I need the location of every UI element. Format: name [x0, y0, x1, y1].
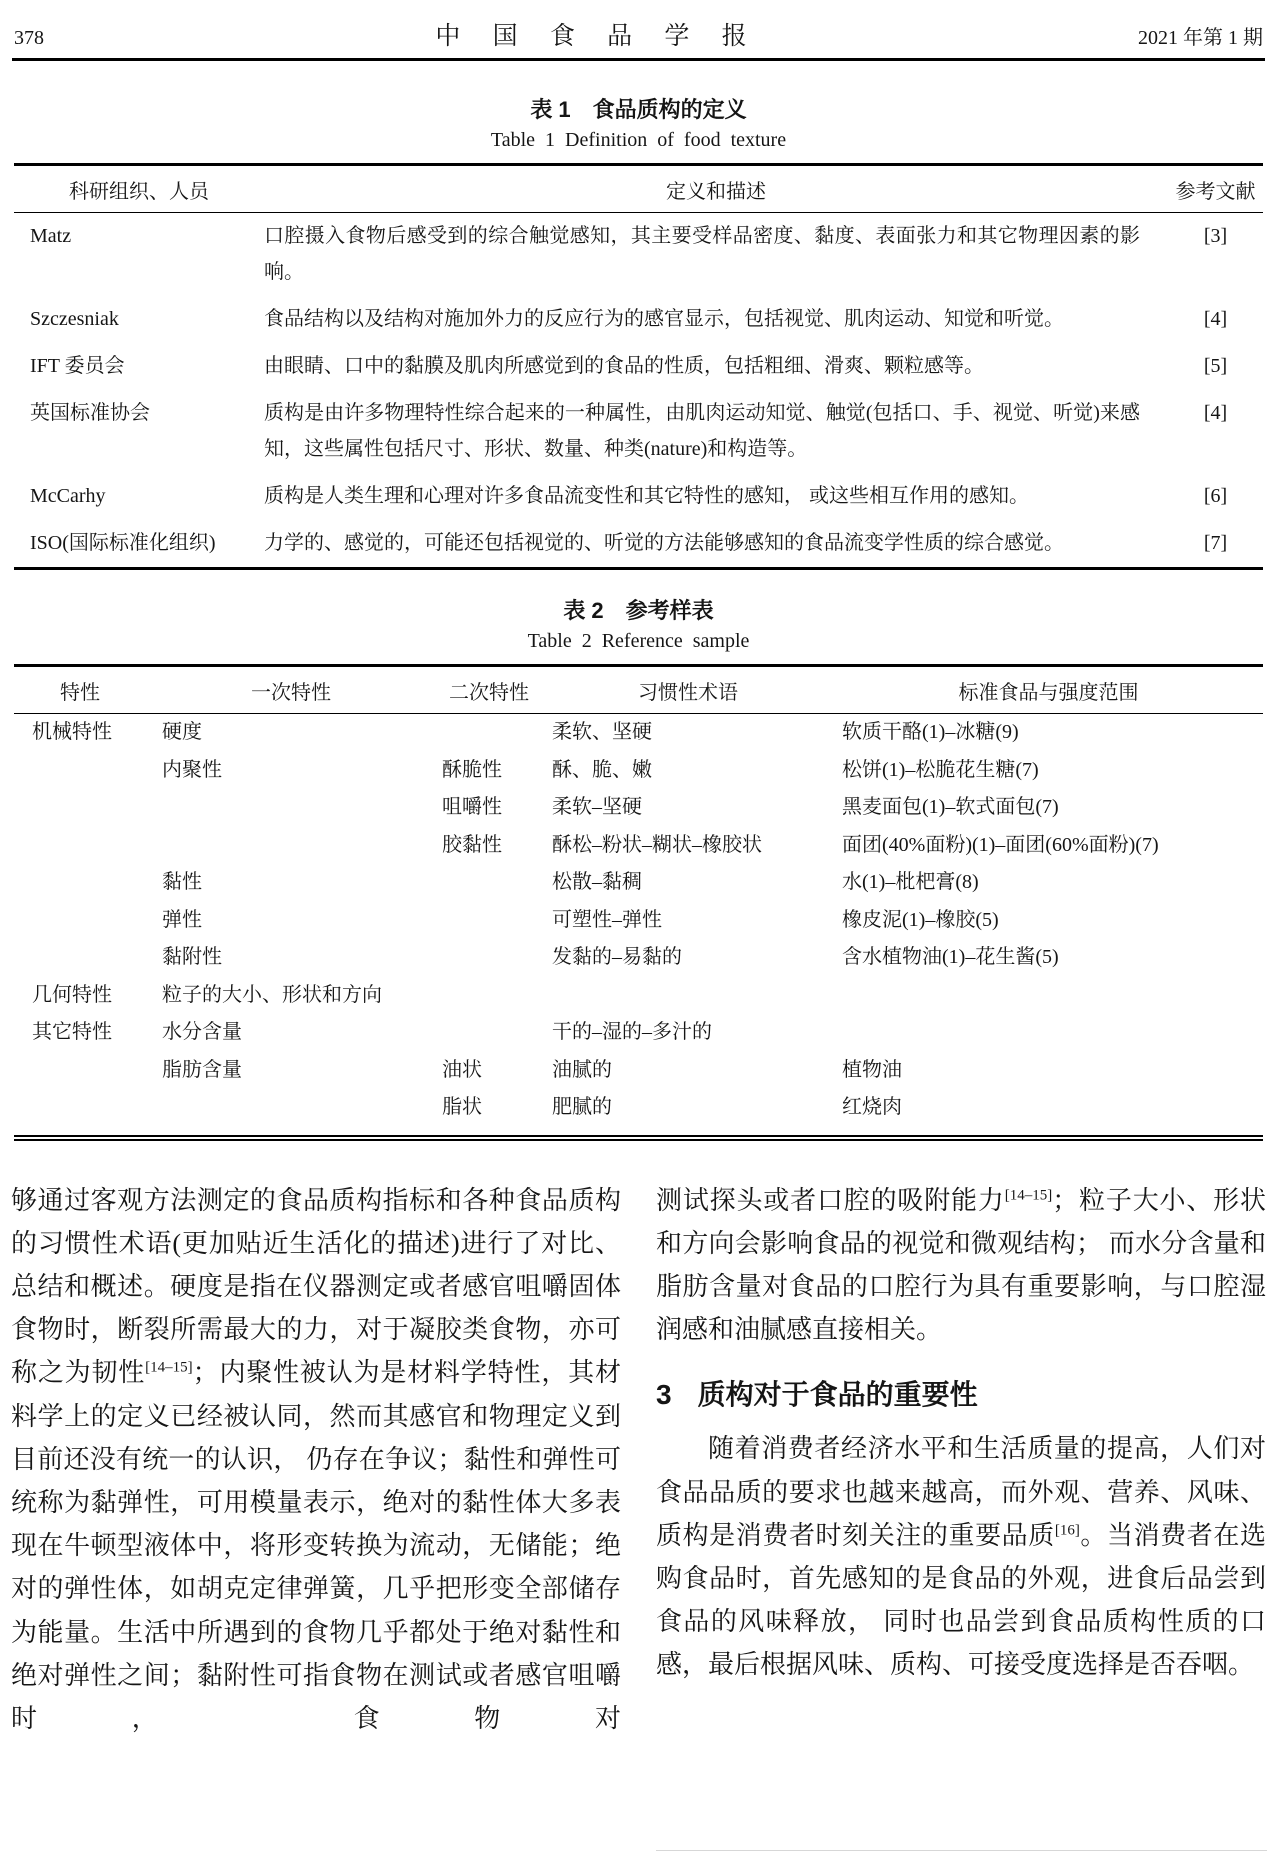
table-row	[14, 1052, 1263, 1090]
table2-cell	[436, 939, 542, 977]
table2-cell	[436, 977, 542, 1015]
section-title: 质构对于食品的重要性	[697, 1379, 978, 1411]
page-number: 378	[14, 27, 44, 49]
table2-cell	[436, 902, 542, 940]
table2	[14, 664, 1263, 1141]
body-text	[11, 1179, 1266, 1741]
journal-title: 中 国 食 品 学 报	[435, 23, 760, 50]
table2-cell: 脂肪含量	[162, 1058, 242, 1081]
table2-cell	[14, 939, 146, 977]
table2-col-header-secondary: 二次特性	[449, 682, 529, 704]
table1-ref-cell: [5]	[1203, 355, 1228, 377]
table1-org-cell: ISO(国际标准化组织)	[30, 532, 216, 554]
table1-ref-cell: [4]	[1203, 402, 1228, 424]
table1-org-cell: IFT 委员会	[30, 355, 125, 377]
table2-cell	[14, 864, 146, 902]
table2-cell: 柔软–坚硬	[552, 796, 642, 818]
table2-cell: 黑麦面包(1)–软式面包(7)	[842, 796, 1059, 818]
table1-definition-cell: 由眼睛、口中的黏膜及肌肉所感觉到的食品的性质，包括粗细、滑爽、颗粒感等。	[264, 355, 984, 377]
table2-cell: 酥、脆、嫩	[552, 758, 652, 781]
table2-cell: 干的–湿的–多汁的	[552, 1021, 712, 1043]
table2-cell: 内聚性	[162, 758, 222, 781]
table2-cell: 水分含量	[162, 1021, 242, 1043]
table2-cell: 粒子的大小、形状和方向	[162, 983, 382, 1006]
table1-definition-cell: 食品结构以及结构对施加外力的反应行为的感官显示，包括视觉、肌肉运动、知觉和听觉。	[264, 308, 1064, 330]
table2-cell: 黏附性	[162, 946, 222, 968]
table2-cell: 松散–黏稠	[552, 871, 642, 893]
left-column	[11, 1179, 621, 1741]
table2-cell: 肥腻的	[552, 1096, 612, 1118]
table-row	[14, 864, 1263, 902]
table2-caption-en: Table 2 Reference sample	[527, 630, 750, 652]
table1	[14, 163, 1263, 570]
table2-cell: 含水植物油(1)–花生酱(5)	[842, 946, 1059, 968]
table2-cell	[14, 752, 146, 790]
left-paragraph: 够通过客观方法测定的食品质构指标和各种食品质构的习惯性术语(更加贴近生活化的描述)进行了对比、总结和概述。硬度是指在仪器测定或者感官咀嚼固体食物时，断裂所需最大的力，对于凝胶类食物，亦可称之为韧性[14–15]；内聚性被认为是材料学特性，其材料学上的定义已经被认同，然而其感官和物理定义到目前还没有统一的认识， 仍存在争议；黏性和弹性可统称为黏弹性，可用模量表示，绝对的黏性体大多表现在牛顿型液体中，将形变转换为流动，无储能；绝对的弹性体，如胡克定律弹簧，几乎把形变全部储存为能量。生活中所遇到的食物几乎都处于绝对黏性和绝对弹性之间；黏附性可指食物在测试或者感官咀嚼时， 食物对	[11, 1185, 621, 1733]
table2-cell: 面团(40%面粉)(1)–面团(60%面粉)(7)	[842, 833, 1159, 856]
table2-cell: 红烧肉	[842, 1096, 902, 1118]
table2-cell	[14, 789, 146, 827]
table2-cell	[14, 827, 146, 865]
table1-caption-zh: 表 1 食品质构的定义	[530, 97, 747, 122]
table2-cell	[436, 714, 542, 752]
table2-cell	[542, 977, 834, 1015]
table2-cell	[834, 977, 1263, 1015]
table2-cell: 植物油	[842, 1058, 902, 1081]
table2-cell	[14, 1052, 146, 1090]
table1-col-header-org: 科研组织、人员	[69, 181, 209, 203]
table1-ref-cell: [6]	[1203, 485, 1228, 507]
bottom-faint-rule	[656, 1850, 1267, 1851]
table-row	[14, 789, 1263, 827]
table1-caption-en: Table 1 Definition of food texture	[490, 129, 787, 151]
table1-org-cell: Matz	[30, 225, 72, 247]
table2-cell: 酥松–粉状–糊状–橡胶状	[552, 833, 762, 856]
table1-section	[14, 95, 1263, 570]
table2-cell: 酥脆性	[442, 758, 502, 781]
table1-header-row	[14, 166, 1263, 213]
table2-cell: 松饼(1)–松脆花生糖(7)	[842, 758, 1039, 781]
table2-header-row	[14, 667, 1263, 714]
table-row	[14, 1089, 1263, 1127]
right-column	[656, 1179, 1266, 1741]
table-row	[14, 752, 1263, 790]
table2-cell: 橡皮泥(1)–橡胶(5)	[842, 908, 999, 931]
table-row	[14, 390, 1263, 473]
table-row	[14, 296, 1263, 343]
table2-cell: 发黏的–易黏的	[552, 946, 682, 968]
table2-cell: 黏性	[162, 871, 202, 893]
table1-org-cell: McCarhy	[30, 485, 106, 507]
table2-cell: 几何特性	[32, 983, 112, 1006]
table-row	[14, 520, 1263, 567]
table2-cell: 油腻的	[552, 1058, 612, 1081]
table1-definition-cell: 质构是人类生理和心理对许多食品流变性和其它特性的感知， 或这些相互作用的感知。	[264, 485, 1029, 507]
table-row	[14, 473, 1263, 520]
table2-cell: 硬度	[162, 721, 202, 743]
table2-cell	[146, 789, 436, 827]
table2-col-header-standard: 标准食品与强度范围	[958, 682, 1139, 704]
table2-cell: 水(1)–枇杷膏(8)	[842, 871, 979, 893]
table2-col-header-property: 特性	[60, 682, 100, 704]
table1-col-header-ref: 参考文献	[1175, 181, 1256, 203]
table2-col-header-term: 习惯性术语	[638, 682, 738, 704]
section-number: 3	[656, 1379, 672, 1411]
table2-section	[14, 596, 1263, 1141]
table1-ref-cell: [4]	[1203, 308, 1228, 330]
table1-col-header-definition: 定义和描述	[666, 181, 766, 203]
right-paragraph-1: 测试探头或者口腔的吸附能力[14–15]；粒子大小、形状和方向会影响食品的视觉和微观结构； 而水分含量和脂肪含量对食品的口腔行为具有重要影响，与口腔湿润感和油腻感直接相关。	[656, 1185, 1266, 1345]
table2-cell: 软质干酪(1)–冰糖(9)	[842, 721, 1019, 743]
table2-cell: 机械特性	[32, 721, 112, 743]
table1-definition-cell: 口腔摄入食物后感受到的综合触觉感知，其主要受样品密度、黏度、表面张力和其它物理因素的影响。	[264, 225, 1140, 283]
table-row	[14, 343, 1263, 390]
table-row	[14, 714, 1263, 752]
table1-org-cell: Szczesniak	[30, 308, 119, 330]
table2-cell: 其它特性	[32, 1021, 112, 1043]
table-row	[14, 213, 1263, 296]
table2-cell: 咀嚼性	[442, 796, 502, 818]
table2-cell: 胶黏性	[442, 833, 502, 856]
table2-cell	[436, 864, 542, 902]
right-paragraph-2: 随着消费者经济水平和生活质量的提高，人们对食品品质的要求也越来越高，而外观、营养、风味、质构是消费者时刻关注的重要品质[16]。当消费者在选购食品时，首先感知的是食品的外观，进食后品尝到食品的风味释放， 同时也品尝到食品质构性质的口感，最后根据风味、质构、可接受度选择是否吞咽。	[656, 1434, 1266, 1680]
table-row	[14, 902, 1263, 940]
table-row	[14, 977, 1263, 1015]
table1-definition-cell: 力学的、感觉的，可能还包括视觉的、听觉的方法能够感知的食品流变学性质的综合感觉。	[264, 532, 1064, 554]
table1-org-cell: 英国标准协会	[30, 402, 150, 424]
table2-cell	[14, 1089, 146, 1127]
table2-cell: 油状	[442, 1058, 482, 1081]
table2-cell: 弹性	[162, 908, 202, 931]
table2-cell	[146, 827, 436, 865]
running-head	[0, 0, 1277, 58]
table2-cell	[436, 1014, 542, 1052]
header-rule	[12, 58, 1265, 61]
table1-ref-cell: [7]	[1203, 532, 1228, 554]
table2-cell: 可塑性–弹性	[552, 908, 662, 931]
table2-cell	[834, 1014, 1263, 1052]
table2-cell	[14, 902, 146, 940]
section-heading	[656, 1373, 1266, 1413]
table2-cell	[146, 1089, 436, 1127]
issue-info: 2021 年第 1 期	[1137, 27, 1263, 49]
table-row	[14, 827, 1263, 865]
table2-cell: 柔软、坚硬	[552, 721, 652, 743]
table2-cell: 脂状	[442, 1096, 482, 1118]
table1-ref-cell: [3]	[1203, 225, 1228, 247]
table1-definition-cell: 质构是由许多物理特性综合起来的一种属性，由肌肉运动知觉、触觉(包括口、手、视觉、听觉)来感知，这些属性包括尺寸、形状、数量、种类(nature)和构造等。	[264, 402, 1140, 460]
table2-col-header-primary: 一次特性	[251, 682, 331, 704]
table-row	[14, 939, 1263, 977]
table-row	[14, 1014, 1263, 1052]
table2-caption-zh: 表 2 参考样表	[563, 598, 714, 623]
